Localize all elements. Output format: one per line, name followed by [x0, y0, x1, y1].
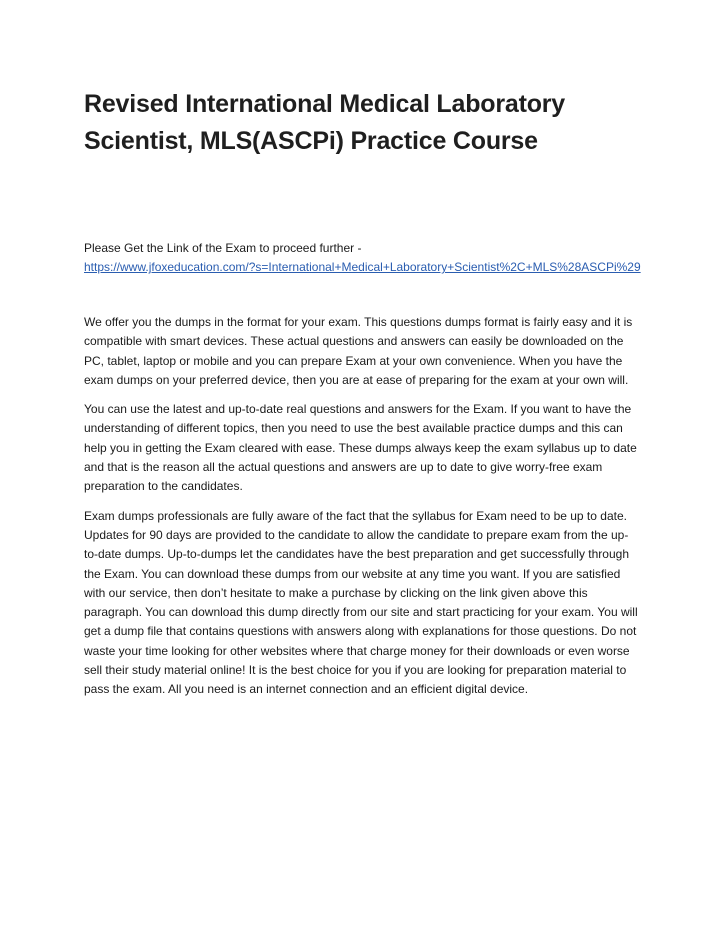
exam-link[interactable]: https://www.jfoxeducation.com/?s=International+Medical+Laboratory+Scientist%2C+MLS%28ASCPi%29	[84, 260, 641, 274]
link-intro-text: Please Get the Link of the Exam to proceed further -	[84, 241, 362, 255]
paragraph-2: You can use the latest and up-to-date real questions and answers for the Exam. If you want to have the understanding of different topics, then you need to use the best available practice dumps and this can help you in getting the Exam cleared with ease. These dumps always keep the exam syllabus up to date and that is the reason all the actual questions and answers are up to date to give worry-free exam preparation to the candidates.	[84, 402, 637, 494]
paragraph-3: Exam dumps professionals are fully aware of the fact that the syllabus for Exam need to be up to date. Updates for 90 days are provided to the candidate to allow the candidate to prepare exam from the up-to-date dumps. Up-to-dumps let the candidates have the best preparation and get successfully through the Exam. You can download these dumps from our website at any time you want. If you are satisfied with our service, then don’t hesitate to make a purchase by clicking on the link given above this paragraph. You can download this dump directly from our site and start practicing for your exam. You will get a dump file that contains questions with answers along with explanations for those questions. Do not waste your time looking for other websites where that charge money for their downloads or even worse sell their study material online! It is the best choice for you if you are looking for preparation material to pass the exam. All you need is an internet connection and an efficient digital device.	[84, 508, 638, 697]
body-text	[84, 313, 640, 710]
paragraph-1: We offer you the dumps in the format for your exam. This questions dumps format is fairly easy and it is compatible with smart devices. These actual questions and answers can easily be downloaded on the PC, tablet, laptop or mobile and you can prepare Exam at your own convenience. When you have the exam dumps on your preferred device, then you are at ease of preparing for the exam at your own will.	[84, 315, 633, 387]
document-title: Revised International Medical Laboratory Scientist, MLS(ASCPi) Practice Course	[84, 90, 566, 155]
link-section	[84, 239, 664, 277]
